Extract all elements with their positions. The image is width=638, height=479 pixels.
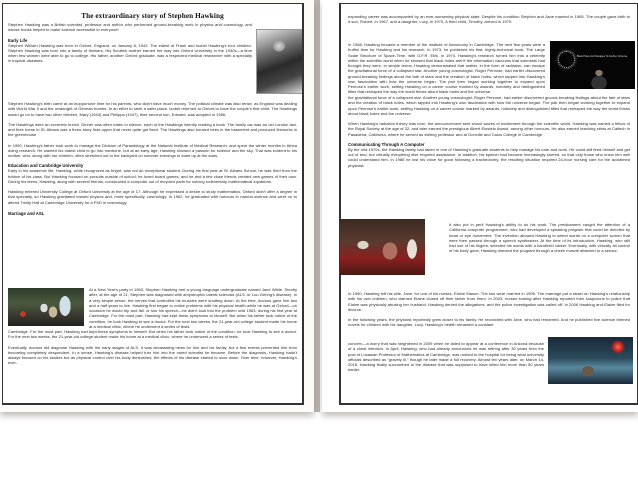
image-caption: Black Holes Are Passages To Another Universe — [577, 55, 628, 58]
page-1 — [0, 0, 314, 412]
family-photo-image — [8, 288, 84, 326]
paragraph: Stephen Hawking's birth came at an inopportune time for his parents, who didn't have much money. The political climate was also tense, as England was dealing with World War II and the onslaught of German bombs. In an effort to seek a safer place, Isobel returned to Oxford to have the couple's first child. The Hawkings would go on to have two other children, Mary (1943) and Philippa (1947), their second son, Edward, was adopted in 1956. — [8, 101, 297, 117]
paragraph: Hawking entered University College at Oxford University at the age of 17. Although he expressed a desire to study mathematics, Oxford didn't offer a degree in that specialty, so Hawking gravitated toward physics and, more specifically, cosmology. In 1962, he graduated with honours in natural science and went on to attend Trinity Hall at Cambridge University for a PhD in cosmology. — [8, 189, 297, 205]
paragraph: In 1950, Hawking's father took work to manage the Division of Parasitology at the National Institute of Medical Research, and spent the winter months in Africa doing research. He wanted his oldest child to go into medicine, but at an early age, Hawking showed a passion for science and the sky. That was evident to his mother, who, along with her children, often stretched out in the backyard on summer evenings to stare up at the stars. — [8, 142, 297, 158]
paragraph: concern—a worry that was heightened in 2009 when he failed to appear at a conference in Arizona because of a chest infection. In April, Hawking, who had already announced he was retiring after 30 years from the post of Lucasian Professor of Mathematics at Cambridge, was rushed to the hospital for being what university officials described as "gravely ill," though he later made a full recovery. Almost ten years later, on March 14, 2018, Hawking finally succumbed to the disease that was supposed to have killed him more than 50 years earlier. — [348, 341, 544, 373]
page-1-frame — [2, 3, 304, 405]
black-hole-lecture-image — [550, 41, 635, 89]
intro-paragraph: Stephen Hawking was a British scientist, professor and author who performed ground-breaking work in physics and cosmology, and whose books helped to make science accessible to everyone! — [8, 22, 252, 33]
paragraph: In 1990, Hawking left his wife, Jane, for one of his nurses, Elaine Mason. The two were married in 1995. The marriage put a strain on Hawking's relationship with his own children, who claimed Elaine closed off their father from them. In 2003, nurses looking after Hawking reported their suspicions to police that Elaine was physically abusing her husband. Hawking denied the allegations, and the police investigation was called off. In 2006 Hawking and Elaine filed for divorce. — [348, 291, 630, 312]
paragraph: In 1968, Hawking became a member of the Institute of Astronomy in Cambridge. The next few years were a fruitful time for Hawking and his research. In 1973, he published his first, highly-technical book, The Large Scale Structure of Space-Time, with G.F.R. Ellis. In 1974, Hawking's research turned him into a celebrity within the scientific world when he showed that black holes aren't the information vacuums that scientists had thought they were. In simple terms, Hawking demonstrated that matter, in the form of radiation, can escape the gravitational force of a collapsed star. Another young cosmologist, Roger Penrose, had earlier discovered ground-breaking findings about the fate of stars and the creation of black holes, which tapped into Hawking's own fascination with how the universe began. The pair then began working together to expand upon Penrose's earlier work, setting Hawking on a career course marked by awards, notoriety and distinguished titles that reshaped the way the world thinks about black holes and the universe. — [348, 42, 545, 95]
paragraph: expanding career was accompanied by an ever-worsening physical state. Despite his condition Stephen and Jane married in 1965. The couple gave birth to a son, Robert, in 1967, and a daughter, Lucy, in 1970. A third child, Timothy, arrived in 1979. — [348, 14, 630, 25]
paragraph: It also put in peril Hawking's ability to do his work. The predicament caught the attention of a California computer programmer, who had developed a speaking program that could be directed by head or eye movement. The invention allowed Hawking to select words on a computer screen that were then passed through a speech synthesizer. At the time of its introduction, Hawking, who still had use of his fingers, selected his words with a handheld clicker. Eventually, with virtually all control of his body gone, Hawking directed the program through a cheek muscle attached to a sensor. — [449, 222, 630, 254]
paragraph: By the mid-1970s, the Hawking family had taken in one of Hawking's graduate students to help manage his care and work. He could still feed himself and get out of bed, but virtually everything else required assistance. In addition, his speech had become increasingly slurred, so that only those who knew him well could understand him. In 1985 he lost his voice for good following a tracheotomy; the resulting situation required 24-hour nursing care for the acclaimed physicist. — [348, 146, 630, 168]
paragraph: At a New Year's party in 1963, Stephen Hawking met a young language undergraduate named Jane Wilde. Shortly after, at the age of 21, Stephen was diagnosed with amyotrophic lateral sclerosis (ALS, or Lou Gehrig's disease). In a very simple sense, the nerves that controlled his muscles were shutting down. At the time, doctors gave him two and a half years to live. Hawking first began to notice problems with his physical health while he was at Oxford—on occasion he would trip and fall, or slur his speech—he didn't look into the problem until 1963, during his first year at Cambridge. For the most part, Hawking had kept these symptoms to himself. But when his father took notice of the condition, he took Hawking to see a doctor. For the next two weeks, the 21-year-old college student made his home at a medical clinic, where he underwent a series of tests. — [89, 287, 297, 329]
paragraph: Eventually, doctors did diagnose Hawking with the early stages of ALS. It was devastating news for him and his family, but a few events prevented him from becoming completely despondent. In a sense, Hawking's disease helped turn him into the noted scientist he became. Before the diagnosis, Hawking hadn't always focused on his studies but as physical control over his body diminished, the effects of his disease started to slow down. Over time, however, Hawking's ever- — [8, 344, 297, 366]
cosmos-photo-image — [548, 337, 633, 384]
paragraph: In the following years, the physicist reportedly grew closer to his family. He reconciled with Jane, who had remarried. And he published five science themed novels for children with his daughter, Lucy. Hawking's health remained a constant — [348, 317, 630, 328]
paragraph: Cambridge. For the most part, Hawking had kept these symptoms to himself. But when his father took notice of the condition, he took Hawking to see a doctor. For the next two weeks, the 21-year-old college student made his home at a medical clinic, where he underwent a series of tests. — [8, 329, 297, 340]
paragraph: the gravitational force of a collapsed star. Another young cosmologist, Roger Penrose, had earlier discovered ground-breaking findings about the fate of stars and the creation of black holes, which tapped into Hawking's own fascination with how the universe began. The pair then began working together to expand upon Penrose's earlier work, setting Hawking on a career course marked by awards, notoriety and distinguished titles that reshaped the way the world thinks about black holes and the universe. — [348, 95, 630, 116]
section-heading-communicating: Communicating Through A Computer — [348, 141, 425, 147]
section-heading-education: Education and Cambridge University — [8, 163, 84, 169]
paragraph: When Hawking's radiation theory was born, the announcement sent shock waves of excitement through the scientific world. Hawking was named a fellow of the Royal Society at the age of 32, and later earned the prestigious Albert Einstein Award, among other honours. He also earned teaching stints at Caltech in Pasadena, California, where he served as visiting professor and at Gonville and Caius College in Cambridge. — [348, 121, 630, 137]
black-hole-ring-icon — [558, 51, 575, 68]
paragraph: Early in his academic life, Hawking, while recognized as bright, was not an exceptional student. During his first year at St. Albans School, he was third from the bottom of his class. But Hawking focused on pursuits outside of school; he loved board games, and he and a few close friends created new games of their own. During his teens, Hawking, along with several friends, constructed a computer out of recycled parts for solving rudimentary mathematical equations. — [8, 168, 297, 184]
section-heading-marriage: Marriage and ASL — [8, 210, 45, 216]
computer-photo-image — [340, 219, 425, 275]
paragraph: Stephen William Hawking was born in Oxford, England, on January 8, 1942. The eldest of Frank and Isobel Hawking's four children. Stephen Hawking was born into a family of thinkers. His Scottish mother earned her way into Oxford University in the 1930s—a time when few women were able to go to college. His father, another Oxford graduate, was a respected medical researcher with a specialty in tropical diseases. — [8, 42, 252, 64]
section-heading-early-life: Early Life — [8, 37, 28, 43]
hawking-figure — [588, 69, 610, 89]
paragraph: The Hawkings were an eccentric bunch. Dinner was often eaten in silence, each of the Hawkings intently reading a book. The family car was an old London taxi, and their home in St. Albans was a three-story fixer-upper that never quite got fixed. The Hawkings also housed bees in the basement and produced fireworks in the greenhouse. — [8, 121, 297, 138]
document-title: The extraordinary story of Stephen Hawking — [81, 12, 224, 20]
hawking-portrait-image — [256, 29, 304, 94]
